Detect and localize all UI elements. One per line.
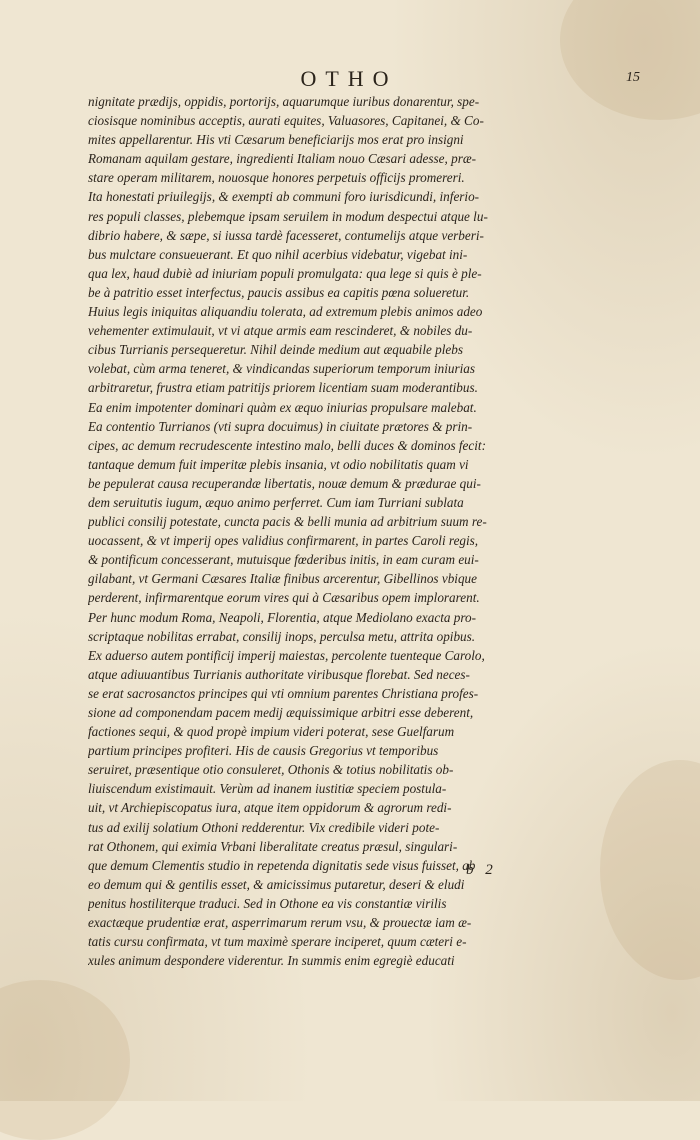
text-line: ciosisque nominibus acceptis, aurati equites, Valuasores, Capitanei, & Co- xyxy=(88,113,484,129)
text-line: se erat sacrosanctos principes qui vti omnium parentes Christiana profes- xyxy=(88,685,479,701)
text-line: sione ad componendam pacem medij æquissimique arbitri esse deberent, xyxy=(88,705,474,720)
text-line: exactæque prudentiæ erat, asperrimarum rerum vsu, & prouectæ iam æ- xyxy=(88,915,472,931)
running-title: OTHO xyxy=(300,66,398,91)
text-line: vehementer extimulauit, vt vi atque armis eam rescinderet, & nobiles du- xyxy=(88,323,473,339)
text-line: xules animum despondere viderentur. In summis enim egregiè educati xyxy=(88,953,455,969)
text-line: volebat, cùm arma teneret, & vindicandas superiorum temporum iniurias xyxy=(88,361,476,377)
text-line: bus mulctare consueuerant. Et quo nihil acerbius videbatur, vigebat ini- xyxy=(88,246,468,262)
text-line: cipes, ac demum recrudescente intestino malo, belli duces & dominos fecit: xyxy=(88,437,486,453)
paper-stain xyxy=(0,980,130,1140)
text-line: rat Othonem, qui eximia Vrbani liberalitate creatus præsul, singulari- xyxy=(88,838,458,854)
text-line: factiones sequi, & quod propè impium videri poterat, sese Guelfarum xyxy=(88,724,455,740)
text-line: publici consilij potestate, cuncta pacis & belli munia ad arbitrium suum re- xyxy=(88,514,487,530)
text-line: perderent, infirmarentque eorum vires qui à Cæsaribus opem implorarent. xyxy=(88,590,480,606)
text-line: uocassent, & vt imperij opes validius confirmarent, in partes Caroli regis, xyxy=(88,533,479,549)
text-line: tantaque demum fuit imperitæ plebis insania, vt odio nobilitatis quam vi xyxy=(88,456,469,472)
text-line: Per hunc modum Roma, Neapoli, Florentia, atque Mediolano exacta pro- xyxy=(88,609,476,625)
text-line: res populi classes, plebemque ipsam seruilem in modum despectui atque lu- xyxy=(88,208,488,224)
text-line: Ex aduerso autem pontificij imperij maiestas, percolente tuenteque Carolo, xyxy=(88,647,485,663)
signature-mark: b 2 xyxy=(466,862,497,878)
body-text xyxy=(88,92,612,970)
text-line: qua lex, haud dubiè ad iniuriam populi promulgata: qua lege si quis è ple- xyxy=(88,265,482,281)
text-line: be pepulerat causa recuperandæ libertatis, nouæ demum & prædurae qui- xyxy=(88,475,481,491)
text-line: Ita honestati priuilegijs, & exempti ab communi foro iurisdicundi, inferio- xyxy=(88,189,480,205)
text-line: scriptaque nobilitas errabat, consilij inops, perculsa metu, attrita opibus. xyxy=(88,628,476,644)
text-line: tatis cursu confirmata, vt tum maximè sperare inciperet, quum cæteri e- xyxy=(88,934,467,950)
text-line: gilabant, vt Germani Cæsares Italiæ finibus arcerentur, Gibellinos vbique xyxy=(88,571,478,587)
text-line: Huius legis iniquitas aliquandiu tolerata, ad extremum plebis animos adeo xyxy=(88,304,483,320)
text-line: be à patritio esset interfectus, paucis assibus ea capitis pœna solueretur. xyxy=(88,284,470,300)
text-line: mites appellarentur. His vti Cæsarum beneficiarijs mos erat pro insigni xyxy=(88,132,464,148)
text-line: dibrio habere, & sæpe, si iussa tardè facesseret, contumelijs atque verberi- xyxy=(88,227,484,243)
text-line: penitus hostiliterque traduci. Sed in Othone ea vis constantiæ virilis xyxy=(88,895,447,911)
text-line: arbitraretur, frustra etiam patritijs priorem licentiam suam moderantibus. xyxy=(88,380,478,396)
text-line: partium principes profiteri. His de causis Gregorius vt temporibus xyxy=(88,743,439,759)
text-line: uit, vt Archiepiscopatus iura, atque item oppidorum & agrorum redi- xyxy=(88,800,452,816)
text-line: liuiscendum existimauit. Verùm ad inanem iustitiæ speciem postula- xyxy=(88,781,447,797)
text-line: que demum Clementis studio in repetenda dignitatis sede visus fuisset, ab xyxy=(88,857,476,873)
text-line: tus ad exilij solatium Othoni redderentur. Vix credibile videri pote- xyxy=(88,819,440,835)
text-line: atque adiuuantibus Turrianis authoritate viribusque florebat. Sed neces- xyxy=(88,666,470,682)
text-line: Ea enim impotenter dominari quàm ex æquo iniurias propulsare malebat. xyxy=(88,399,477,415)
text-line: dem seruitutis iugum, æquo animo perferret. Cum iam Turriani sublata xyxy=(88,494,464,510)
text-line: eo demum qui & gentilis esset, & amicissimus putaretur, deseri & eludi xyxy=(88,876,465,892)
text-line: Romanam aquilam gestare, ingredienti Italiam nouo Cæsari adesse, præ- xyxy=(88,151,477,167)
text-line: seruiret, præsentique otio consuleret, Othonis & totius nobilitatis ob- xyxy=(88,762,454,778)
text-line: Ea contentio Turrianos (vti supra docuimus) in ciuitate prætores & prin- xyxy=(88,418,473,434)
text-line: & pontificum concesserant, mutuisque fœderibus initis, in eam curam eui- xyxy=(88,552,479,568)
paper-stain xyxy=(600,760,700,980)
text-line: stare operam militarem, nouosque honores perpetuis officijs promereri. xyxy=(88,170,465,186)
page-number: 15 xyxy=(626,70,640,85)
text-line: cibus Turrianis persequeretur. Nihil deinde medium aut æquabile plebs xyxy=(88,342,463,358)
text-line: nignitate prædijs, oppidis, portorijs, aquarumque iuribus donarentur, spe- xyxy=(88,94,480,109)
